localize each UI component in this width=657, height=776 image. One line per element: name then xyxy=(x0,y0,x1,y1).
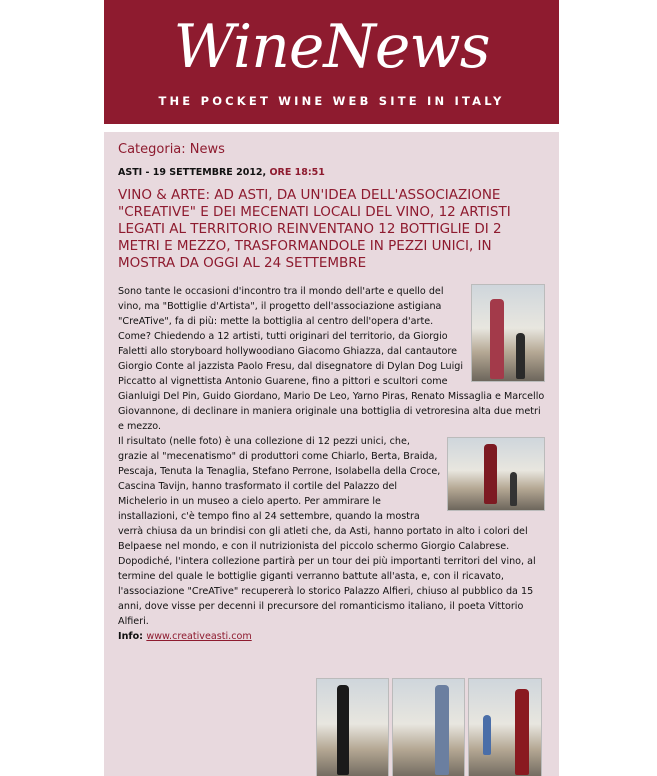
info-label: Info: xyxy=(118,631,144,642)
article-paragraph-2: Il risultato (nelle foto) è una collezione di 12 pezzi unici, che, grazie al "mecenatismo" di produttori come Chiarlo, Berta, Braida, Pescaja, Tenuta la Tenaglia, Stefano Perrone, Isolabella della Croce, Cascina Tavijn, hanno trasformato il cortile del Palazzo del Michelerio in un museo a cielo aperto. Per ammirare le installazioni, c'è tempo fino al 24 settembre, quando la mostra verrà chiusa da un brindisi con gli atleti che, da Asti, hanno portato in alto i colori del Belpaese nel mondo, e con il nutrizionista del piccolo schermo Giorgio Calabrese. Dopodiché, l'intera collezione partirà per un tour dei più importanti territori del vino, al termine del quale le bottiglie giganti verranno battute all'asta, e, con il ricavato, l'associazione "CreATive" recupererà lo storico Palazzo Alfieri, chiuso al pubblico da 15 anni, dove visse per decenni il precursore del romanticismo italiano, il poeta Vittorio Alfieri. xyxy=(118,436,536,627)
bottle-figure-icon xyxy=(435,685,449,775)
article-container xyxy=(104,132,559,776)
article-info xyxy=(118,629,545,644)
logo-news: News xyxy=(323,12,490,82)
article-body xyxy=(118,284,545,644)
page-wrapper xyxy=(104,0,559,776)
bottle-figure-icon xyxy=(337,685,349,775)
logo-wine: Wine xyxy=(173,12,324,82)
article-photo-2 xyxy=(447,437,545,511)
article-paragraph-1: Sono tante le occasioni d'incontro tra il mondo dell'arte e quello del vino, ma "Bottiglie d'Artista", il progetto dell'associazione astigiana "CreATive", fa di più: mette la bottiglia al centro dell'opera d'arte. Come? Chiedendo a 12 artisti, tutti originari del territorio, da Giorgio Faletti allo storyboard hollywoodiano Giacomo Ghiazza, dal cantautore Giorgio Conte al jazzista Paolo Fresu, dal disegnatore di Dylan Dog Luigi Piccatto al vignettista Antonio Guarene, fino a pittori e scultori come Gianluigi Del Pin, Guido Giordano, Mario De Leo, Yarno Piras, Renato Missaglia e Marcello Giovannone, di declinare in maniera originale una bottiglia di vetroresina alta due metri e mezzo. xyxy=(118,286,545,432)
article-headline: VINO & ARTE: AD ASTI, DA UN'IDEA DELL'ASSOCIAZIONE "CREATIVE" E DEI MECENATI LOCALI DEL VINO, 12 ARTISTI LEGATI AL TERRITORIO REINVENTANO 12 BOTTIGLIE DI 2 METRI E MEZZO, TRASFORMANDOLE IN PEZZI UNICI, IN MOSTRA DA OGGI AL 24 SETTEMBRE xyxy=(118,187,511,271)
bottle-figure-icon xyxy=(483,715,491,755)
info-link[interactable]: www.creativeasti.com xyxy=(146,631,252,642)
article-time: ORE 18:51 xyxy=(269,167,325,178)
gallery-photo-3 xyxy=(468,678,542,776)
article-dateline xyxy=(118,167,545,178)
article-date: ASTI - 19 SETTEMBRE 2012, xyxy=(118,167,270,178)
gallery-photo-1 xyxy=(316,678,389,776)
header-gap xyxy=(104,124,559,132)
bottle-figure-icon xyxy=(490,299,504,379)
article-photo-1 xyxy=(471,284,545,382)
person-figure-icon xyxy=(516,333,525,379)
article-category: Categoria: News xyxy=(118,142,225,157)
winenews-logo[interactable] xyxy=(104,12,559,82)
gallery-photo-2 xyxy=(392,678,465,776)
bottle-figure-icon xyxy=(515,689,529,775)
site-tagline: THE POCKET WINE WEB SITE IN ITALY xyxy=(158,94,505,108)
site-header xyxy=(104,0,559,124)
bottle-figure-icon xyxy=(484,444,497,504)
person-figure-icon xyxy=(510,472,517,506)
